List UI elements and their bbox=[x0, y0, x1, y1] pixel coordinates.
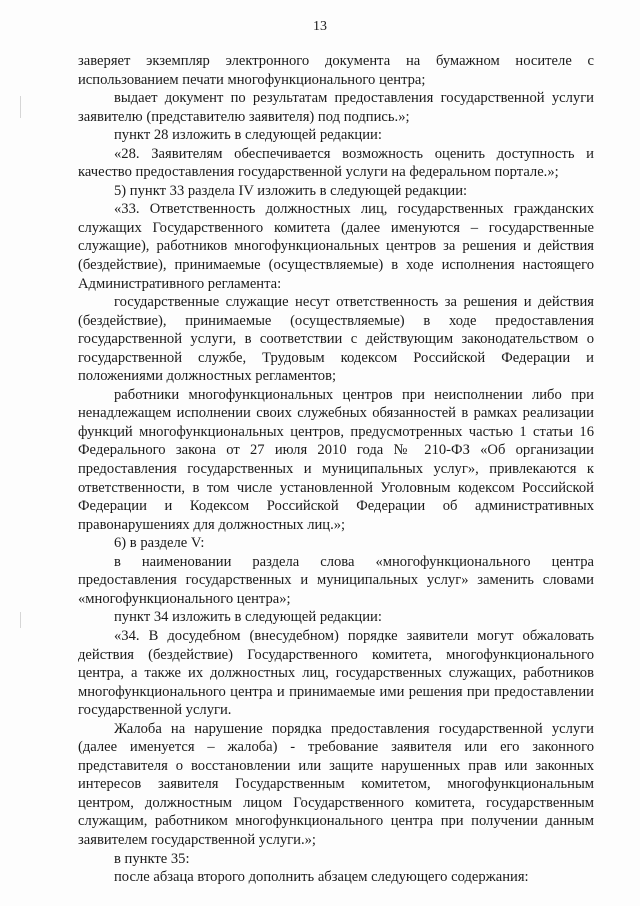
paragraph: пункт 34 изложить в следующей редакции: bbox=[114, 609, 382, 626]
scan-margin-mark bbox=[20, 612, 21, 628]
paragraph: в наименовании раздела слова «многофункционального центра предоставления государственных и муниципальных услуг» заменить словами «многофункционального центра»; bbox=[78, 553, 594, 607]
scan-margin-mark bbox=[20, 96, 21, 118]
paragraph: «33. Ответственность должностных лиц, государственных гражданских служащих Государственного комитета (далее именуются – государственные служащие), работников многофункциональных центров за решения и действия (бездействие), принимаемые (осуществляемые) в ходе исполнения настоящего Административного регламента: bbox=[78, 201, 594, 292]
paragraph: пункт 28 изложить в следующей редакции: bbox=[114, 127, 382, 144]
paragraph: государственные служащие несут ответственность за решения и действия (бездействие), принимаемые (осуществляемые) в ходе предоставления государственной услуги, в соответствии с действующим законодательством о государственной службе, Трудовым кодексом Российской Федерации и положениями должностных регламентов; bbox=[78, 294, 594, 385]
paragraph: выдает документ по результатам предоставления государственной услуги заявителю (представителю заявителя) под подпись.»; bbox=[78, 90, 594, 125]
page-number: 13 bbox=[313, 19, 327, 34]
document-body bbox=[78, 52, 594, 887]
paragraph: «34. В досудебном (внесудебном) порядке заявители могут обжаловать действия (бездействие) Государственного комитета, многофункционального центра, а также их должностных лиц, государственных служащих, работников многофункционального центра и принимаемые ими решения при предоставлении государственной услуги. bbox=[78, 627, 594, 719]
paragraph: в пункте 35: bbox=[114, 850, 190, 867]
paragraph: 5) пункт 33 раздела IV изложить в следующей редакции: bbox=[114, 182, 468, 199]
paragraph: «28. Заявителям обеспечивается возможность оценить доступность и качество предоставления государственной услуги на федеральном портале.»; bbox=[78, 145, 594, 181]
paragraph: 6) в разделе V: bbox=[114, 535, 205, 552]
paragraph: работники многофункциональных центров при неисполнении либо при ненадлежащем исполнении своих служебных обязанностей в рамках реализации функций многофункциональных центров, предусмотренных частью 1 статьи 16 Федерального закона от 27 июля 2010 года № 210-ФЗ «Об организации предоставления государственных и муниципальных услуг», привлекаются к ответственности, в том числе установленной Уголовным кодексом Российской Федерации и Кодексом Российской Федерации об административных правонарушениях для должностных лиц.»; bbox=[78, 386, 594, 533]
paragraph: после абзаца второго дополнить абзацем следующего содержания: bbox=[114, 869, 529, 886]
paragraph: Жалоба на нарушение порядка предоставления государственной услуги (далее именуется – жалоба) - требование заявителя или его законного представителя о восстановлении или защите нарушенных прав или законных интересов заявителя Государственным комитетом, многофункциональным центром, должностным лицом Государственного комитета, государственным служащим, работником многофункционального центра при получении данным заявителем государственной услуги.»; bbox=[78, 720, 594, 848]
paragraph: заверяет экземпляр электронного документа на бумажном носителе с использованием печати многофункционального центра; bbox=[78, 53, 594, 88]
